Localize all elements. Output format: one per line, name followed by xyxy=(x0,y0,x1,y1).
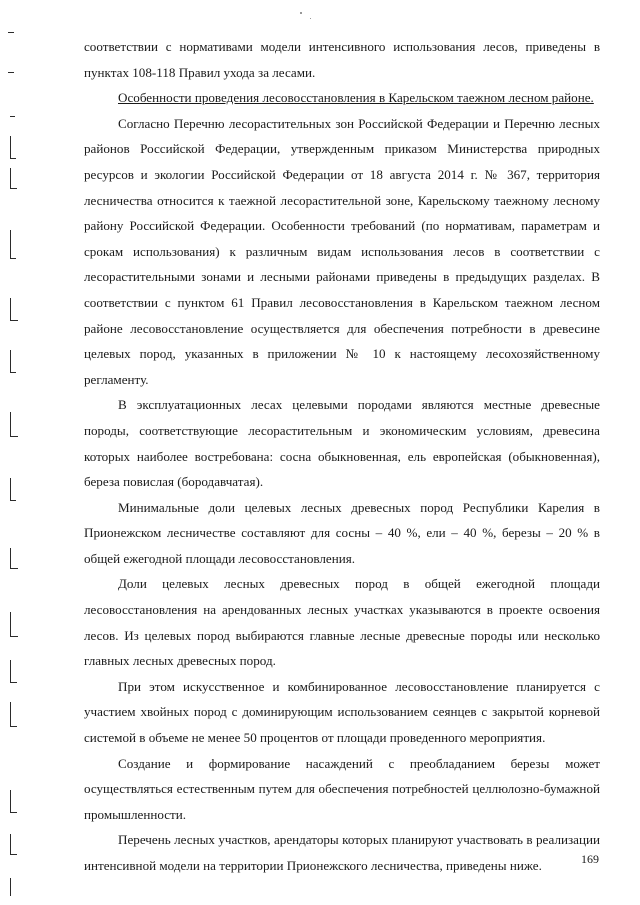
binding-mark xyxy=(10,660,11,682)
scan-speck xyxy=(310,18,311,19)
binding-mark xyxy=(10,854,17,855)
binding-mark xyxy=(10,612,11,636)
binding-mark xyxy=(10,726,17,727)
binding-mark xyxy=(8,32,14,33)
binding-mark xyxy=(10,116,15,117)
binding-mark xyxy=(10,682,17,683)
binding-mark xyxy=(10,478,11,500)
binding-mark xyxy=(10,350,11,372)
section-heading: Особенности проведения лесовосстановления в Карельском таежном лесном районе. xyxy=(118,90,594,106)
binding-mark xyxy=(10,158,16,159)
binding-mark xyxy=(10,188,17,189)
paragraph: Согласно Перечню лесорастительных зон Российской Федерации и Перечню лесных районов Российской Федерации, утвержденным приказом Министерства природных ресурсов и экологии Российской Федерации от 18 августа 2014 г. № 367, территория лесничества относится к таежной лесорастительной зоне, Карельскому таежному лесному району Российской Федерации. Особенности требований (по нормативам, параметрам и срокам использования) к различным видам использования лесов в соответствии с лесорастительными зонами и лесными районами приведены в предыдущих разделах. В соответствии с пунктом 61 Правил лесовосстановления в Карельском таежном лесном районе лесовосстановление осуществляется для обеспечения потребности в древесине целевых пород, указанных в приложении № 10 к настоящему лесохозяйственному регламенту. xyxy=(84,115,600,387)
paragraph: Создание и формирование насаждений с преобладанием березы может осуществляться естественным путем для обеспечения потребностей целлюлозно-бумажной промышленности. xyxy=(84,755,600,822)
binding-mark xyxy=(10,548,11,568)
binding-mark xyxy=(10,168,11,188)
binding-mark xyxy=(10,372,16,373)
binding-mark xyxy=(10,436,18,437)
paragraph: Доли целевых лесных древесных пород в общей ежегодной площади лесовосстановления на арендованных лесных участках указываются в проекте освоения лесов. Из целевых пород выбираются главные лесные древесные породы или несколько главных лесных древесных пород. xyxy=(84,576,600,669)
binding-mark xyxy=(10,812,17,813)
binding-mark xyxy=(10,230,11,258)
binding-mark xyxy=(10,834,11,854)
binding-mark xyxy=(10,790,11,812)
binding-mark xyxy=(10,500,16,501)
binding-mark xyxy=(10,702,11,726)
scan-speck xyxy=(300,12,302,14)
binding-mark xyxy=(10,320,18,321)
binding-mark xyxy=(10,412,11,436)
binding-mark xyxy=(10,878,11,896)
binding-mark xyxy=(10,636,18,637)
paragraph-continuation: соответствии с нормативами модели интенсивного использования лесов, приведены в пунктах 108-118 Правил ухода за лесами. xyxy=(84,39,600,80)
binding-mark xyxy=(10,258,16,259)
paragraph: Перечень лесных участков, арендаторы которых планируют участвовать в реализации интенсивной модели на территории Прионежского лесничества, приведены ниже. xyxy=(84,832,600,873)
paragraph: В эксплуатационных лесах целевыми породами являются местные древесные породы, соответствующие лесорастительным и экономическим условиям, древесина которых наиболее востребована: сосна обыкновенная, ель европейская (обыкновенная), береза повислая (бородавчатая). xyxy=(84,397,600,490)
binding-mark xyxy=(8,72,14,73)
page-number: 169 xyxy=(581,852,599,866)
paragraph: При этом искусственное и комбинированное лесовосстановление планируется с участием хвойных пород с доминирующим использованием сеянцев с закрытой корневой системой в объеме не менее 50 процентов от площади проведенного мероприятия. xyxy=(84,678,600,746)
paragraph: Минимальные доли целевых лесных древесных пород Республики Карелия в Прионежском лесничестве составляют для сосны – 40 %, ели – 40 %, березы – 20 % в общей ежегодной площади лесовосстановления. xyxy=(84,499,600,566)
binding-mark xyxy=(10,298,11,320)
binding-mark xyxy=(10,568,18,569)
binding-mark xyxy=(10,136,11,158)
document-body xyxy=(84,34,600,879)
